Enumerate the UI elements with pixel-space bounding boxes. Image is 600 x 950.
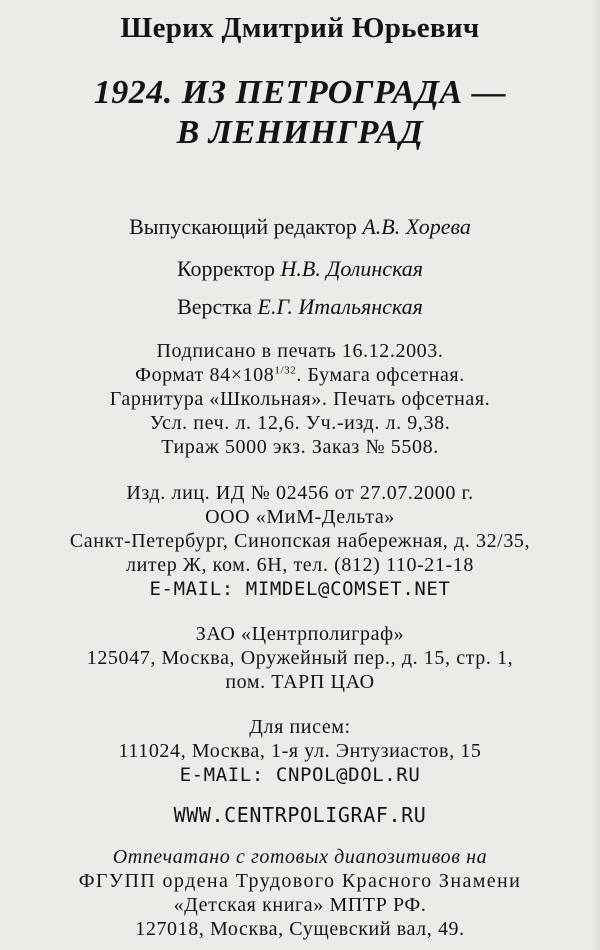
credit-person: Н.В. Долинская [280,256,424,281]
printer-address-1: 125047, Москва, Оружейный пер., д. 15, стр. 1, [86,647,514,669]
book-title-line-2: В ЛЕНИНГРАД [176,114,424,151]
credit-editor [0,214,600,240]
page-edge-shadow [590,0,600,950]
letters-label: Для писем: [249,716,351,738]
credit-person: А.В. Хорева [362,214,471,239]
printer-name: ЗАО «Центрполиграф» [195,623,405,645]
publisher-name: ООО «МиМ-Дельта» [205,506,395,528]
printer-address-2: пом. ТАРП ЦАО [225,671,375,693]
imprint-print-run: Тираж 5000 экз. Заказ № 5508. [161,436,439,458]
publisher-address-2: литер Ж, ком. 6Н, тел. (812) 110-21-18 [126,554,474,576]
format-prefix: Формат 84×108 [135,364,275,386]
printed-text: Отпечатано с готовых диапозитивов на [112,846,488,868]
imprint-sheets: Усл. печ. л. 12,6. Уч.-изд. л. 9,38. [149,412,451,434]
format-suffix: . Бумага офсетная. [296,364,465,386]
credit-proofreader [0,256,600,282]
imprint-format [0,364,600,387]
imprint-signed: Подписано в печать 16.12.2003. [156,340,444,362]
printed-line-2: ФГУПП ордена Трудового Красного Знамени [78,870,522,892]
imprint-typeface: Гарнитура «Школьная». Печать офсетная. [109,388,491,410]
book-title-line-1: 1924. ИЗ ПЕТРОГРАДА — [93,74,507,111]
publisher-license: Изд. лиц. ИД № 02456 от 27.07.2000 г. [126,482,474,504]
printed-line-3: «Детская книга» МПТР РФ. [173,894,427,916]
format-fraction: 1/32 [274,364,297,377]
credit-role: Верстка [177,294,253,319]
printed-line-1 [0,846,600,869]
book-author: Шерих Дмитрий Юрьевич [120,12,480,44]
publisher-email: E-MAIL: MIMDEL@COMSET.NET [149,578,451,600]
credit-role: Выпускающий редактор [129,214,357,239]
credit-layout [0,294,600,320]
credit-person: Е.Г. Итальянская [257,294,423,319]
printer-email: E-MAIL: CNPOL@DOL.RU [179,764,421,786]
printer-website: WWW.CENTRPOLIGRAF.RU [173,803,427,827]
credit-role: Корректор [176,256,276,281]
printed-line-4: 127018, Москва, Сущевский вал, 49. [135,918,465,940]
publisher-address-1: Санкт-Петербург, Синопская набережная, д. 32/35, [69,530,531,552]
letters-address: 111024, Москва, 1-я ул. Энтузиастов, 15 [118,740,482,762]
